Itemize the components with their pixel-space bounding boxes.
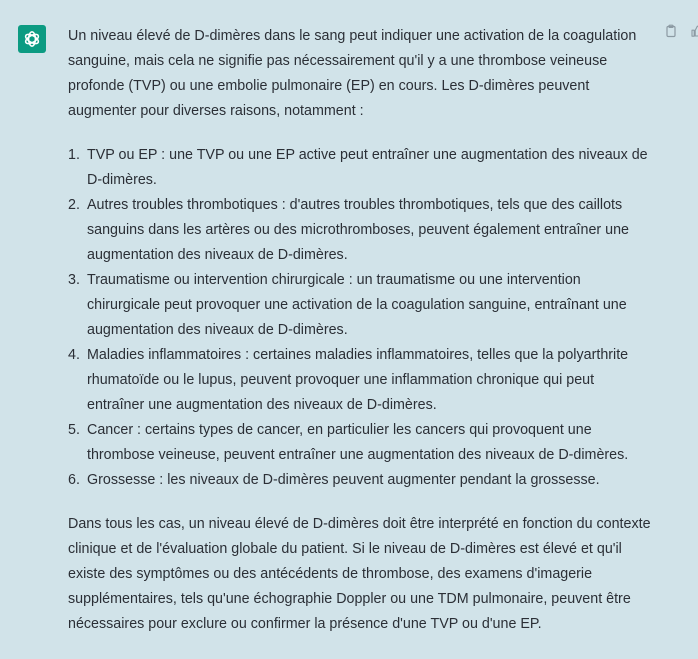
list-number: 3. <box>68 272 80 288</box>
list-text: Traumatisme ou intervention chirurgicale : un traumatisme ou une intervention chirurgicale peut provoquer une activation de la coagulation sanguine, entraînant une augmentation des niveaux de D-dimères. <box>87 272 627 338</box>
message-actions <box>664 24 698 38</box>
list-number: 4. <box>68 347 80 363</box>
list-item <box>68 143 653 193</box>
thumbs-up-icon[interactable] <box>690 24 698 38</box>
list-text: Cancer : certains types de cancer, en particulier les cancers qui provoquent une thrombose veineuse, peuvent entraîner une augmentation des niveaux de D-dimères. <box>87 422 629 463</box>
reasons-list <box>68 143 653 493</box>
list-text: TVP ou EP : une TVP ou une EP active peut entraîner une augmentation des niveaux de D-dimères. <box>87 147 648 188</box>
list-item <box>68 468 653 493</box>
clipboard-icon[interactable] <box>664 24 678 38</box>
list-item <box>68 418 653 468</box>
message-content <box>68 24 653 637</box>
list-item <box>68 193 653 268</box>
list-number: 2. <box>68 197 80 213</box>
list-text: Grossesse : les niveaux de D-dimères peuvent augmenter pendant la grossesse. <box>87 472 600 488</box>
list-number: 1. <box>68 147 80 163</box>
list-number: 6. <box>68 472 80 488</box>
list-text: Maladies inflammatoires : certaines maladies inflammatoires, telles que la polyarthrite rhumatoïde ou le lupus, peuvent provoquer une inflammation chronique qui peut entraîner une augmentation des niveaux de D-dimères. <box>87 347 629 413</box>
list-number: 5. <box>68 422 80 438</box>
openai-logo-icon <box>18 25 46 53</box>
intro-paragraph: Un niveau élevé de D-dimères dans le sang peut indiquer une activation de la coagulation sanguine, mais cela ne signifie pas nécessairement qu'il y a une thrombose veineuse profonde (TVP) ou une embolie pulmonaire (EP) en cours. Les D-dimères peuvent augmenter pour diverses raisons, notamment : <box>68 28 637 119</box>
list-text: Autres troubles thrombotiques : d'autres troubles thrombotiques, tels que des caillots sanguins dans les artères ou des microthromboses, peuvent également entraîner une augmentation des niveaux de D-dimères. <box>87 197 630 263</box>
list-item <box>68 268 653 343</box>
conclusion-paragraph: Dans tous les cas, un niveau élevé de D-dimères doit être interprété en fonction du contexte clinique et de l'évaluation globale du patient. Si le niveau de D-dimères est élevé et qu'il existe des symptômes ou des antécédents de thrombose, des examens d'imagerie supplémentaires, tels qu'une échographie Doppler ou une TDM pulmonaire, peuvent être nécessaires pour exclure ou confirmer la présence d'une TVP ou d'une EP. <box>68 516 651 632</box>
list-item <box>68 343 653 418</box>
